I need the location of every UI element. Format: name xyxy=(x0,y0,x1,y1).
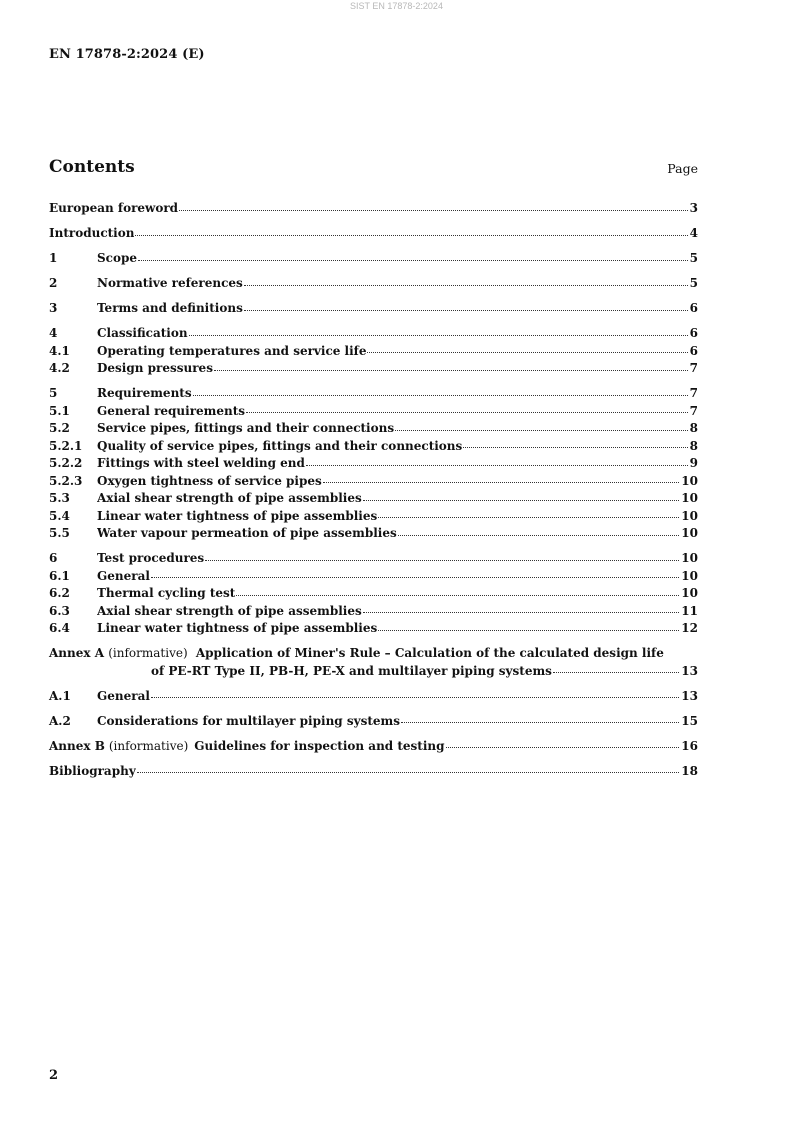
toc-entry-title: Terms and definitions xyxy=(97,301,243,315)
toc-entry[interactable] xyxy=(49,200,698,218)
page-number: 2 xyxy=(49,1068,59,1083)
toc-entry-title: General xyxy=(97,688,150,703)
toc-entry[interactable] xyxy=(49,420,698,438)
toc-entry-page: 10 xyxy=(681,526,698,540)
toc-entry-title: Axial shear strength of pipe assemblies xyxy=(97,491,362,505)
annex-a-label: Annex A xyxy=(49,646,105,660)
toc-entry[interactable] xyxy=(49,343,698,361)
toc-entry[interactable] xyxy=(49,300,698,318)
toc-entry-title: Considerations for multilayer piping systems xyxy=(97,713,400,728)
toc-leader-dots xyxy=(205,560,679,561)
toc-entry[interactable] xyxy=(49,525,698,543)
toc-entry[interactable] xyxy=(49,490,698,508)
toc-entry-number: 4.2 xyxy=(49,361,70,375)
toc-leader-dots xyxy=(398,535,680,536)
annex-a-line1 xyxy=(49,645,698,663)
toc-entry[interactable] xyxy=(49,550,698,568)
toc-leader-dots xyxy=(244,285,688,286)
toc-leader-dots xyxy=(378,630,679,631)
toc-leader-dots xyxy=(236,595,679,596)
toc-entry-page: 6 xyxy=(689,301,698,315)
annex-b-label: Annex B xyxy=(49,738,105,753)
toc-entry[interactable] xyxy=(49,713,698,731)
toc-leader-dots xyxy=(378,517,679,518)
document-id: EN 17878-2:2024 (E) xyxy=(49,47,205,62)
toc-entry-number: 5.2.3 xyxy=(49,473,83,488)
toc-entry-page: 3 xyxy=(689,201,698,215)
toc-entry-number: A.2 xyxy=(49,713,71,728)
toc-leader-dots xyxy=(214,370,688,371)
toc-entry-page: 8 xyxy=(689,438,698,453)
toc-leader-dots xyxy=(179,210,688,211)
toc-leader-dots xyxy=(246,412,688,413)
toc-leader-dots xyxy=(138,260,688,261)
toc-entry-page: 7 xyxy=(689,403,698,418)
contents-heading: Contents xyxy=(49,157,135,177)
toc-entry-title: General requirements xyxy=(97,403,246,418)
annex-a-title-line1: Application of Miner's Rule – Calculation of the calculated design life xyxy=(195,646,664,660)
toc-entry-title: Operating temperatures and service life xyxy=(97,343,367,358)
toc-entry-page: 7 xyxy=(689,386,698,400)
toc-leader-dots xyxy=(363,612,680,613)
toc-entry[interactable] xyxy=(49,438,698,456)
toc-entry-page: 5 xyxy=(689,276,698,290)
toc-entry-page: 10 xyxy=(681,551,698,565)
toc-entry[interactable] xyxy=(49,568,698,586)
toc-entry-page: 10 xyxy=(681,473,698,488)
toc-entry-page: 18 xyxy=(681,763,698,778)
toc-entry-number: 5 xyxy=(49,386,58,400)
toc-entry[interactable] xyxy=(49,385,698,403)
toc-entry-number: 6.4 xyxy=(49,621,70,635)
toc-entry-page: 13 xyxy=(681,688,698,703)
toc-leader-dots xyxy=(323,482,680,483)
table-of-contents xyxy=(49,200,698,780)
toc-entry-number: 6.2 xyxy=(49,586,70,600)
toc-leader-dots xyxy=(446,747,680,748)
toc-entry[interactable] xyxy=(49,225,698,243)
toc-entry-number: 6.1 xyxy=(49,568,70,583)
toc-entry-number: 5.3 xyxy=(49,491,70,505)
toc-entry-page: 11 xyxy=(681,603,698,618)
toc-entry[interactable] xyxy=(49,473,698,491)
page-column-label: Page xyxy=(667,161,698,176)
toc-entry[interactable] xyxy=(49,508,698,526)
toc-annex-a[interactable] xyxy=(49,645,698,680)
toc-entry-page: 5 xyxy=(689,251,698,265)
toc-leader-dots xyxy=(244,310,688,311)
toc-entry-title: Normative references xyxy=(97,276,243,290)
toc-entry[interactable] xyxy=(49,250,698,268)
toc-entry-page: 9 xyxy=(689,456,698,470)
toc-entry-page: 10 xyxy=(681,586,698,600)
annex-a-qualifier: (informative) xyxy=(108,646,188,660)
toc-entry-title: Service pipes, fittings and their connections xyxy=(97,421,395,435)
toc-leader-dots xyxy=(193,395,688,396)
toc-leader-dots xyxy=(306,465,688,466)
annex-b-qualifier: (informative) xyxy=(108,738,189,753)
toc-entry-number: 5.5 xyxy=(49,526,70,540)
toc-entry-page: 15 xyxy=(681,713,698,728)
toc-entry-title: Water vapour permeation of pipe assemblies xyxy=(97,526,397,540)
toc-entry-title: Axial shear strength of pipe assemblies xyxy=(97,603,362,618)
toc-entry-page: 13 xyxy=(681,663,698,678)
toc-entry-number: A.1 xyxy=(49,688,71,703)
toc-leader-dots xyxy=(151,697,679,698)
toc-leader-dots xyxy=(135,235,687,236)
toc-leader-dots xyxy=(151,577,679,578)
toc-entry[interactable] xyxy=(49,620,698,638)
toc-entry-number: 3 xyxy=(49,301,58,315)
toc-entry[interactable] xyxy=(49,360,698,378)
toc-entry-title: Requirements xyxy=(97,386,192,400)
toc-entry-number: 5.2 xyxy=(49,421,70,435)
toc-entry[interactable] xyxy=(49,403,698,421)
toc-leader-dots xyxy=(401,722,679,723)
toc-entry[interactable] xyxy=(49,688,698,706)
toc-entry[interactable] xyxy=(49,275,698,293)
bibliography-title: Bibliography xyxy=(49,763,136,778)
toc-entry-number: 2 xyxy=(49,276,58,290)
toc-entry-page: 10 xyxy=(681,568,698,583)
toc-entry-number: 4.1 xyxy=(49,343,70,358)
toc-bibliography[interactable] xyxy=(49,763,698,781)
annex-b-title: Guidelines for inspection and testing xyxy=(194,738,445,753)
toc-entry-title: Oxygen tightness of service pipes xyxy=(97,473,322,488)
toc-entry-number: 6 xyxy=(49,551,58,565)
toc-entry-title: Classification xyxy=(97,326,188,340)
toc-entry-number: 5.2.1 xyxy=(49,438,83,453)
toc-leader-dots xyxy=(189,335,688,336)
toc-entry[interactable] xyxy=(49,585,698,603)
toc-entry-page: 8 xyxy=(689,421,698,435)
toc-entry-page: 4 xyxy=(689,226,698,240)
toc-entry-page: 7 xyxy=(689,361,698,375)
toc-entry-title: Quality of service pipes, fittings and their connections xyxy=(97,438,463,453)
toc-entry-number: 6.3 xyxy=(49,603,70,618)
toc-leader-dots xyxy=(137,772,680,773)
toc-entry-page: 12 xyxy=(681,621,698,635)
toc-entry-page: 6 xyxy=(689,343,698,358)
toc-entry-number: 1 xyxy=(49,251,58,265)
toc-leader-dots xyxy=(363,500,680,501)
toc-entry-page: 10 xyxy=(681,491,698,505)
annex-a-line2 xyxy=(49,663,698,681)
toc-entry-title: Linear water tightness of pipe assemblies xyxy=(97,508,378,523)
toc-entry-title: European foreword xyxy=(49,201,179,215)
toc-leader-dots xyxy=(367,352,687,353)
toc-entry-number: 5.1 xyxy=(49,403,70,418)
watermark: SIST EN 17878-2:2024 xyxy=(350,1,443,11)
toc-entry-title: Fittings with steel welding end xyxy=(97,456,305,470)
toc-entry-number: 5.2.2 xyxy=(49,456,83,470)
toc-annex-b[interactable] xyxy=(49,738,698,756)
toc-entry-title: Thermal cycling test xyxy=(97,586,236,600)
toc-entry-number: 5.4 xyxy=(49,508,70,523)
toc-leader-dots xyxy=(463,447,687,448)
toc-leader-dots xyxy=(395,430,688,431)
toc-entry-page: 6 xyxy=(689,326,698,340)
toc-entry-title: Scope xyxy=(97,251,138,265)
toc-entry-page: 10 xyxy=(681,508,698,523)
toc-entry-number: 4 xyxy=(49,326,58,340)
toc-entry-title: Linear water tightness of pipe assemblies xyxy=(97,621,378,635)
toc-entry-title: Design pressures xyxy=(97,361,213,375)
toc-entry-title: Introduction xyxy=(49,226,135,240)
toc-leader-dots xyxy=(553,672,679,673)
toc-entry[interactable] xyxy=(49,603,698,621)
annex-a-title-line2: of PE-RT Type II, PB-H, PE-X and multilayer piping systems xyxy=(151,663,552,678)
toc-entry[interactable] xyxy=(49,325,698,343)
toc-entry-title: Test procedures xyxy=(97,551,205,565)
toc-entry-title: General xyxy=(97,568,150,583)
toc-entry-page: 16 xyxy=(681,738,698,753)
toc-entry[interactable] xyxy=(49,455,698,473)
